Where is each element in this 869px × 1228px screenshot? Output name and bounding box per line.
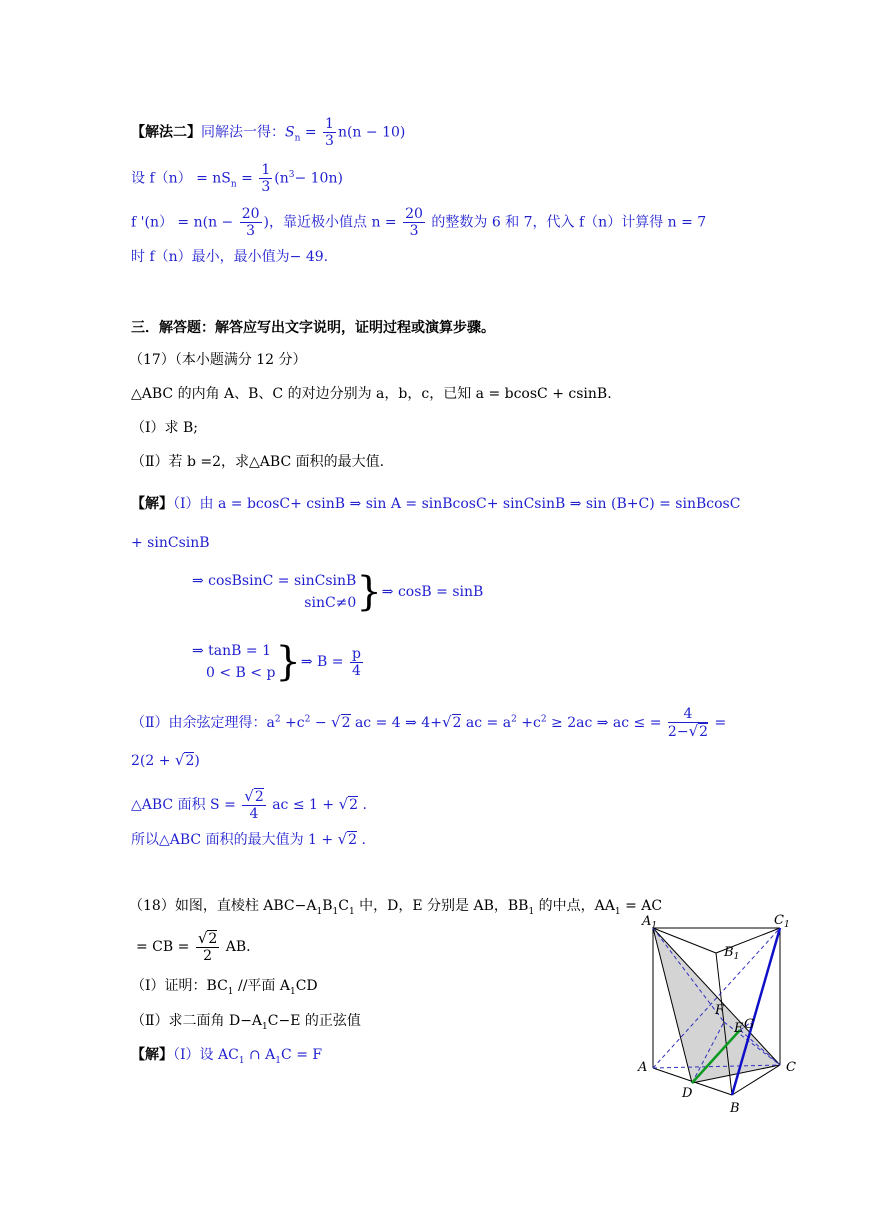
q17-part2-solution: （Ⅱ）由余弦定理得：$a^2 +c^2 - √2$ ac = 4 ⇒ 4+√2 ac = $a^2 +c^2 \ge 2ac$ ⇒ ac ≤ = $\frac{4}{2-√2}$ = xyxy=(131,706,727,740)
fraction: $\frac{√2}{2}$ xyxy=(197,929,218,964)
label-B1: B xyxy=(724,945,734,960)
label-D: D xyxy=(682,1086,693,1101)
q18-stem-line2: = CB = $\frac{√2}{2}$ AB. xyxy=(136,929,251,964)
svg-text:B1: $B_1$ xyxy=(724,945,740,962)
fraction: $\frac{20}{3}$ xyxy=(405,206,423,239)
fraction: $\frac{4}{2-√2}$ xyxy=(667,706,709,740)
fraction: $\frac{1}{3}$ xyxy=(261,162,271,195)
q17-final: 所以△ABC 面积的最大值为 1 + √2 . xyxy=(131,830,366,848)
q17-part2-line2: 2(2 + √2) xyxy=(131,751,200,769)
label-B: B xyxy=(730,1101,740,1116)
svg-text:C1: $C_1$ xyxy=(774,913,790,930)
q18-solution: 【解】（Ⅰ）设 $AC_1$ ∩ $A_1C = F$ xyxy=(131,1047,323,1066)
method2-line1: 【解法二】同解法一得：$S_n$ = $\frac{1}{3}$ n(n − 10) xyxy=(131,116,406,149)
q17-part2: （Ⅱ）若 b =2，求△ABC 面积的最大值. xyxy=(131,454,385,470)
label-A: A xyxy=(638,1060,648,1075)
method2-line3: f '(n） = n(n − $\frac{20}{3}$ )，靠近极小值点 n = $\frac{20}{3}$ 的整数为 6 和 7，代入 f（n）计算得 n = 7 xyxy=(131,206,707,239)
q17-system-2: ⇒ tanB = 1 0 < B < p }⇒ B = $\frac{p}{4}$ xyxy=(192,639,361,685)
q18-stem-line1: （18）如图，直棱柱 $ABC-A_1B_1C_1$ 中，D，E 分别是 AB，$BB_1$ 的中点，$AA_1$ = AC xyxy=(129,898,663,917)
right-brace: } xyxy=(275,639,301,685)
fraction: $\frac{p}{4}$ xyxy=(351,645,361,679)
q17-stem: △ABC 的内角 A、B、C 的对边分别为 a，b，c，已知 a = bcosC + csinB. xyxy=(131,386,612,402)
q17-system-1: ⇒ cosBsinC = sinCsinB sinC≠0 }⇒ cosB = sinB xyxy=(192,569,484,615)
q17-area: △ABC 面积 S = $\frac{√2}{4}$ ac ≤ 1 + √2 . xyxy=(131,787,367,822)
label-G: G xyxy=(744,1017,755,1032)
q17-part1: （Ⅰ）求 B; xyxy=(131,420,198,436)
q17-header: （17）（本小题满分 12 分） xyxy=(129,352,307,368)
q17-solution-line1: 【解】（Ⅰ）由 a = bcosC+ csinB ⇒ sin A = sinBcosC+ sinCsinB ⇒ sin (B+C) = sinBcosC xyxy=(131,496,741,512)
label-C: C xyxy=(786,1060,796,1075)
q18-part1: （Ⅰ）证明：$BC_1$ //平面 $A_1CD$ xyxy=(131,978,318,997)
q17-solution-line2: + sinCsinB xyxy=(131,535,210,551)
method2-line4: 时 f（n）最小，最小值为− 49. xyxy=(131,249,329,265)
fraction: $\frac{√2}{4}$ xyxy=(244,787,264,822)
label-F: F xyxy=(715,1003,725,1018)
fraction: $\frac{1}{3}$ xyxy=(325,116,334,149)
method2-line2: 设 $f(n) = nS_n$ = $\frac{1}{3}$ $(n^3- 10n)$ xyxy=(131,162,343,195)
label-C1: C xyxy=(774,913,784,928)
svg-text:A1: $A_1$ xyxy=(642,914,658,931)
right-brace: } xyxy=(356,569,382,615)
fraction: $\frac{20}{3}$ xyxy=(241,206,260,239)
section-heading: 三．解答题：解答应写出文字说明，证明过程或演算步骤。 xyxy=(131,320,495,336)
label-E: E xyxy=(734,1021,744,1036)
q18-part2: （Ⅱ）求二面角 $D-A_1C-E$ 的正弦值 xyxy=(131,1013,361,1032)
label-A1: A xyxy=(642,914,652,929)
prism-figure xyxy=(632,898,812,1128)
